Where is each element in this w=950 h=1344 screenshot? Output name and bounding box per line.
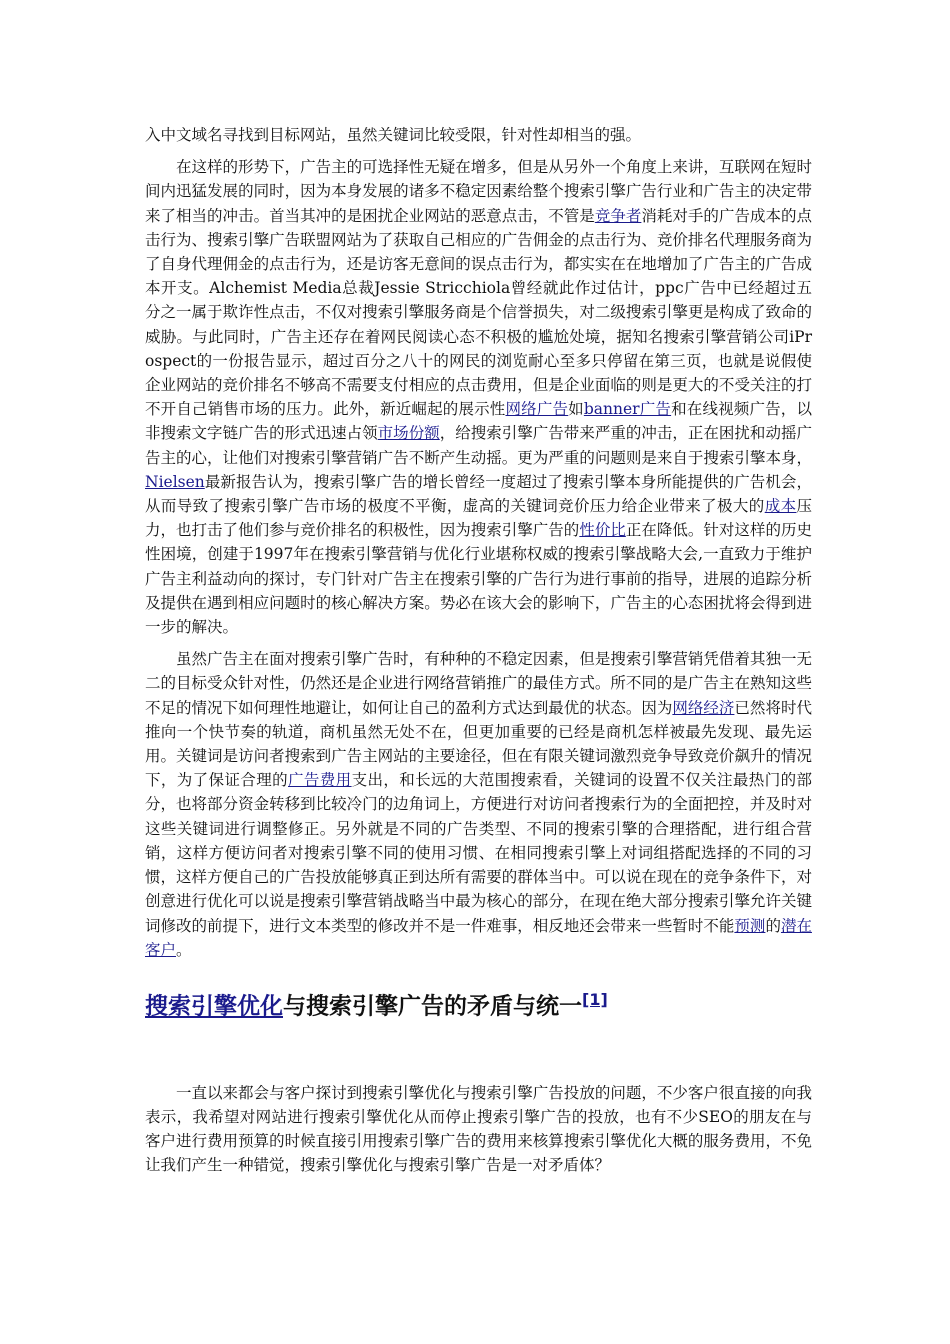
paragraph-seo-intro: 一直以来都会与客户探讨到搜索引擎优化与搜索引擎广告投放的问题，不少客户很直接的向我表示，我希望对网站进行搜索引擎优化从而停止搜索引擎广告的投放，也有不少SEO的朋友在与客户进行费用预算的时候直接引用搜索引擎广告的费用来核算搜索引擎优化大概的服务费用，不免让我们产生一种错觉，搜索引擎优化与搜索引擎广告是一对矛盾体？	[145, 1083, 812, 1175]
reference-link[interactable]: [1]	[582, 989, 608, 1009]
link-competitor[interactable]: 竞争者	[594, 206, 642, 225]
link-cost[interactable]: 成本	[764, 497, 797, 516]
link-potential-customers[interactable]: 潜在客户	[145, 916, 812, 959]
link-forecast[interactable]: 预测	[734, 916, 766, 935]
link-banner-ads[interactable]: banner广告	[583, 400, 672, 419]
link-online-ads[interactable]: 网络广告	[505, 400, 569, 419]
link-nielsen[interactable]: Nielsen	[145, 472, 205, 491]
link-network-economy[interactable]: 网络经济	[672, 698, 735, 717]
paragraph-challenges: 在这样的形势下，广告主的可选择性无疑在增多，但是从另外一个角度上来讲，互联网在短时间内迅猛发展的同时，因为本身发展的诸多不稳定因素给整个搜索引擎广告行业和广告主的决定带来了相当的冲击。首当其冲的是困扰企业网站的恶意点击，不管是竞争者消耗对手的广告成本的点击行为、搜索引擎广告联盟网站为了获取自己相应的广告佣金的点击行为、竞价排名代理服务商为了自身代理佣金的点击行为，还是访客无意间的误点击行为，都实实在在地增加了广告主的广告成本开支。Alchemist Media总裁Jessie Stricchiola曾经就此作过估计，ppc广告中已经超过五分之一属于欺诈性点击，不仅对搜索引擎服务商是个信誉损失，对二级搜索引擎更是构成了致命的威胁。与此同时，广告主还存在着网民阅读心态不积极的尴尬处境，据知名搜索引擎营销公司iProspect的一份报告显示，超过百分之八十的网民的浏览耐心至多只停留在第三页，也就是说假使企业网站的竞价排名不够高不需要支付相应的点击费用，但是企业面临的则是更大的不受关注的打不开自己销售市场的压力。此外，新近崛起的展示性网络广告如banner广告和在线视频广告，以非搜索文字链广告的形式迅速占领市场份额，给搜索引擎广告带来严重的冲击，正在困扰和动摇广告主的心，让他们对搜索引擎营销广告不断产生动摇。更为严重的问题则是来自于搜索引擎本身，Nielsen最新报告认为，搜索引擎广告的增长曾经一度超过了搜索引擎本身所能提供的广告机会，从而导致了搜索引擎广告市场的极度不平衡，虚高的关键词竞价压力给企业带来了极大的成本压力，也打击了他们参与竞价排名的积极性，因为搜索引擎广告的性价比正在降低。针对这样的历史性困境，创建于1997年在搜索引擎营销与优化行业堪称权威的搜索引擎战略大会,一直致力于维护广告主利益动向的探讨，专门针对广告主在搜索引擎的广告行为进行事前的指导，进展的追踪分析及提供在遇到相应问题时的核心解决方案。势必在该大会的影响下，广告主的心态困扰将会得到进一步的解决。	[145, 158, 812, 637]
link-ad-cost[interactable]: 广告费用	[288, 771, 352, 790]
article-body	[145, 123, 812, 1177]
link-seo[interactable]: 搜索引擎优化	[145, 993, 283, 1020]
section-heading: 搜索引擎优化与搜索引擎广告的矛盾与统一[1]	[145, 989, 608, 1020]
link-market-share[interactable]: 市场份额	[377, 424, 440, 443]
paragraph-continuation: 入中文域名寻找到目标网站，虽然关键词比较受限，针对性却相当的强。	[145, 126, 642, 144]
paragraph-strategy: 虽然广告主在面对搜索引擎广告时，有种种的不稳定因素，但是搜索引擎营销凭借着其独一无二的目标受众针对性，仍然还是企业进行网络营销推广的最佳方式。所不同的是广告主在熟知这些不足的情况下如何理性地避让，如何让自己的盈利方式达到最优的状态。因为网络经济已然将时代推向一个快节奏的轨道，商机虽然无处不在，但更加重要的已经是商机怎样被最先发现、最先运用。关键词是访问者搜索到广告主网站的主要途径，但在有限关键词激烈竞争导致竞价飙升的情况下，为了保证合理的广告费用支出，和长远的大范围搜索看，关键词的设置不仅关注最热门的部分，也将部分资金转移到比较冷门的边角词上，方便进行对访问者搜索行为的全面把控，并及时对这些关键词进行调整修正。另外就是不同的广告类型、不同的搜索引擎的合理搭配，进行组合营销，这样方便访问者对搜索引擎不同的使用习惯、在相同搜索引擎上对词组搭配选择的不同的习惯，这样方便自己的广告投放能够真正到达所有需要的群体当中。可以说在现在的竞争条件下，对创意进行优化可以说是搜索引擎营销战略当中最为核心的部分，在现在绝大部分搜索引擎允许关键词修改的前提下，进行文本类型的修改并不是一件难事，相反地还会带来一些暂时不能预测的潜在客户。	[145, 650, 812, 959]
link-price-performance[interactable]: 性价比	[579, 521, 626, 540]
